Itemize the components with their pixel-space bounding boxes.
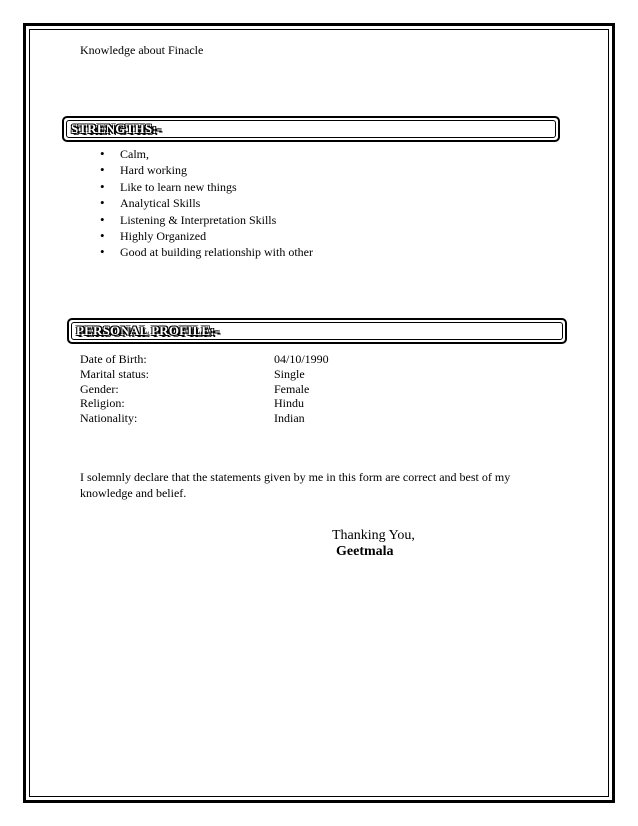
list-item: • Hard working [99, 162, 313, 178]
signature-name: Geetmala [336, 544, 394, 559]
marital-label: Marital status: [80, 367, 149, 381]
nationality-label: Nationality: [80, 411, 138, 425]
strengths-heading: STRENGTHS:- [71, 121, 162, 136]
religion-label: Religion: [80, 396, 125, 410]
profile-heading-box [67, 318, 567, 344]
thanking-text: Thanking You, [332, 528, 415, 543]
dob-value: 04/10/1990 [274, 352, 329, 366]
marital-value: Single [274, 367, 305, 381]
list-item: • Like to learn new things [99, 179, 313, 195]
list-item: • Highly Organized [99, 228, 313, 244]
list-item: • Analytical Skills [99, 195, 313, 211]
list-item: • Good at building relationship with other [99, 244, 313, 260]
declaration-text: I solemnly declare that the statements given by me in this form are correct and best of my knowledge and belief. [80, 470, 511, 500]
strengths-heading-box [62, 116, 560, 142]
knowledge-line: Knowledge about Finacle [80, 43, 204, 57]
list-item: • Listening & Interpretation Skills [99, 212, 313, 228]
list-item: • Calm, [99, 146, 313, 162]
profile-heading: PERSONAL PROFILE:- [76, 323, 220, 338]
dob-label: Date of Birth: [80, 352, 147, 366]
strengths-list [99, 146, 313, 261]
religion-value: Hindu [274, 396, 304, 410]
gender-label: Gender: [80, 382, 119, 396]
nationality-value: Indian [274, 411, 305, 425]
gender-value: Female [274, 382, 310, 396]
